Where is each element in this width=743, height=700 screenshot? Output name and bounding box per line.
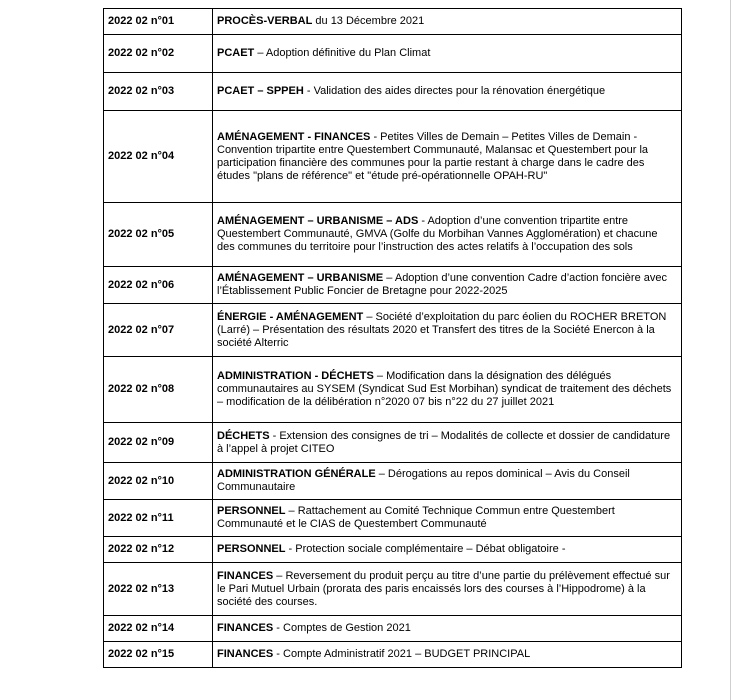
table-row xyxy=(104,35,682,73)
subject-keyword: ÉNERGIE - AMÉNAGEMENT xyxy=(217,310,364,323)
subject-text: – Société d’exploitation du parc éolien du ROCHER BRETON (Larré) – Présentation des résultats 2020 et Transfert des titres de la Société Enercon à la société Alterric xyxy=(217,310,667,349)
subject-keyword: ADMINISTRATION - DÉCHETS xyxy=(217,370,374,382)
subject-text: - Adoption d’une convention tripartite entre Questembert Communauté, GMVA (Golfe du Morbihan Vannes Agglomération) et chacune des communes du territoire pour l’instruction des actes relatifs à l’occupation des sols xyxy=(217,215,658,253)
subject-text: – Modification dans la désignation des délégués communautaires au SYSEM (Syndicat Sud Est Morbihan) syndicat de traitement des déchets – modification de la délibération n°2020 07 bis n°22 du 27 juillet 2021 xyxy=(217,370,672,408)
deliberation-number: 2022 02 n°06 xyxy=(104,267,213,304)
subject-keyword: PROCÈS-VERBAL xyxy=(217,15,313,27)
table-row xyxy=(104,423,682,463)
agenda-table-body xyxy=(104,9,682,668)
subject-text: - Protection sociale complémentaire – Débat obligatoire - xyxy=(285,543,566,555)
table-row xyxy=(104,616,682,642)
deliberation-subject xyxy=(213,563,682,616)
table-row xyxy=(104,357,682,423)
table-row xyxy=(104,537,682,563)
deliberation-number: 2022 02 n°02 xyxy=(104,35,213,73)
deliberation-number: 2022 02 n°07 xyxy=(104,304,213,357)
subject-text: – Adoption définitive du Plan Climat xyxy=(254,47,431,59)
agenda-table-container xyxy=(103,8,675,668)
deliberation-subject xyxy=(213,203,682,267)
subject-keyword: ADMINISTRATION GÉNÉRALE xyxy=(217,468,376,480)
subject-keyword: FINANCES xyxy=(217,569,274,582)
subject-text: – Reversement du produit perçu au titre d’une partie du prélèvement effectué sur le Pari Mutuel Urbain (prorata des paris encaissés lors des courses à l’Hippodrome) à la société des courses. xyxy=(217,569,670,608)
deliberation-number: 2022 02 n°15 xyxy=(104,642,213,668)
deliberation-number: 2022 02 n°14 xyxy=(104,616,213,642)
deliberation-number: 2022 02 n°04 xyxy=(104,111,213,203)
deliberation-number: 2022 02 n°03 xyxy=(104,73,213,111)
subject-text: - Comptes de Gestion 2021 xyxy=(273,622,411,634)
deliberation-subject xyxy=(213,73,682,111)
deliberation-subject xyxy=(213,500,682,537)
deliberation-subject xyxy=(213,267,682,304)
deliberation-subject xyxy=(213,423,682,463)
deliberation-number: 2022 02 n°12 xyxy=(104,537,213,563)
deliberation-subject xyxy=(213,9,682,35)
table-row xyxy=(104,463,682,500)
deliberation-number: 2022 02 n°09 xyxy=(104,423,213,463)
deliberation-number: 2022 02 n°11 xyxy=(104,500,213,537)
subject-text: du 13 Décembre 2021 xyxy=(312,15,425,27)
table-row xyxy=(104,267,682,304)
subject-keyword: FINANCES xyxy=(217,622,274,634)
subject-keyword: PCAET xyxy=(217,47,255,59)
agenda-table xyxy=(103,8,682,668)
deliberation-subject xyxy=(213,304,682,357)
deliberation-subject xyxy=(213,111,682,203)
deliberation-number: 2022 02 n°10 xyxy=(104,463,213,500)
page-edge-rule xyxy=(730,0,731,700)
subject-keyword: AMÉNAGEMENT – URBANISME xyxy=(217,272,384,284)
subject-text: – Adoption d’une convention Cadre d’action foncière avec l’Établissement Public Foncier de Bretagne pour 2022-2025 xyxy=(217,272,667,297)
table-row xyxy=(104,304,682,357)
deliberation-number: 2022 02 n°01 xyxy=(104,9,213,35)
deliberation-number: 2022 02 n°13 xyxy=(104,563,213,616)
subject-keyword: PERSONNEL xyxy=(217,505,286,517)
table-row xyxy=(104,500,682,537)
subject-text: - Extension des consignes de tri – Modalités de collecte et dossier de candidature à l’appel à projet CITEO xyxy=(217,429,671,455)
subject-keyword: PERSONNEL xyxy=(217,543,286,555)
subject-text: – Dérogations au repos dominical – Avis du Conseil Communautaire xyxy=(217,468,630,493)
deliberation-number: 2022 02 n°08 xyxy=(104,357,213,423)
deliberation-subject xyxy=(213,537,682,563)
subject-keyword: FINANCES xyxy=(217,648,274,660)
deliberation-number: 2022 02 n°05 xyxy=(104,203,213,267)
subject-keyword: AMÉNAGEMENT - FINANCES xyxy=(217,130,371,143)
table-row xyxy=(104,203,682,267)
subject-text: - Petites Villes de Demain – Petites Villes de Demain - Convention tripartite entre Questembert Communauté, Malansac et Questembert pour la participation financière des communes pour la partie restant à charge dans le cadre des études "plans de référence" et "étude pré-opérationnelle OPAH-RU" xyxy=(217,130,649,182)
table-row xyxy=(104,9,682,35)
deliberation-subject xyxy=(213,642,682,668)
deliberation-subject xyxy=(213,463,682,500)
subject-keyword: PCAET – SPPEH xyxy=(217,85,304,97)
subject-text: – Rattachement au Comité Technique Commun entre Questembert Communauté et le CIAS de Questembert Communauté xyxy=(217,505,615,530)
deliberation-subject xyxy=(213,357,682,423)
subject-text: - Validation des aides directes pour la rénovation énergétique xyxy=(303,85,606,97)
table-row xyxy=(104,73,682,111)
table-row xyxy=(104,563,682,616)
subject-keyword: AMÉNAGEMENT – URBANISME – ADS xyxy=(217,215,419,227)
deliberation-subject xyxy=(213,35,682,73)
table-row xyxy=(104,111,682,203)
subject-keyword: DÉCHETS xyxy=(217,429,270,442)
table-row xyxy=(104,642,682,668)
subject-text: - Compte Administratif 2021 – BUDGET PRINCIPAL xyxy=(273,648,531,660)
deliberation-subject xyxy=(213,616,682,642)
